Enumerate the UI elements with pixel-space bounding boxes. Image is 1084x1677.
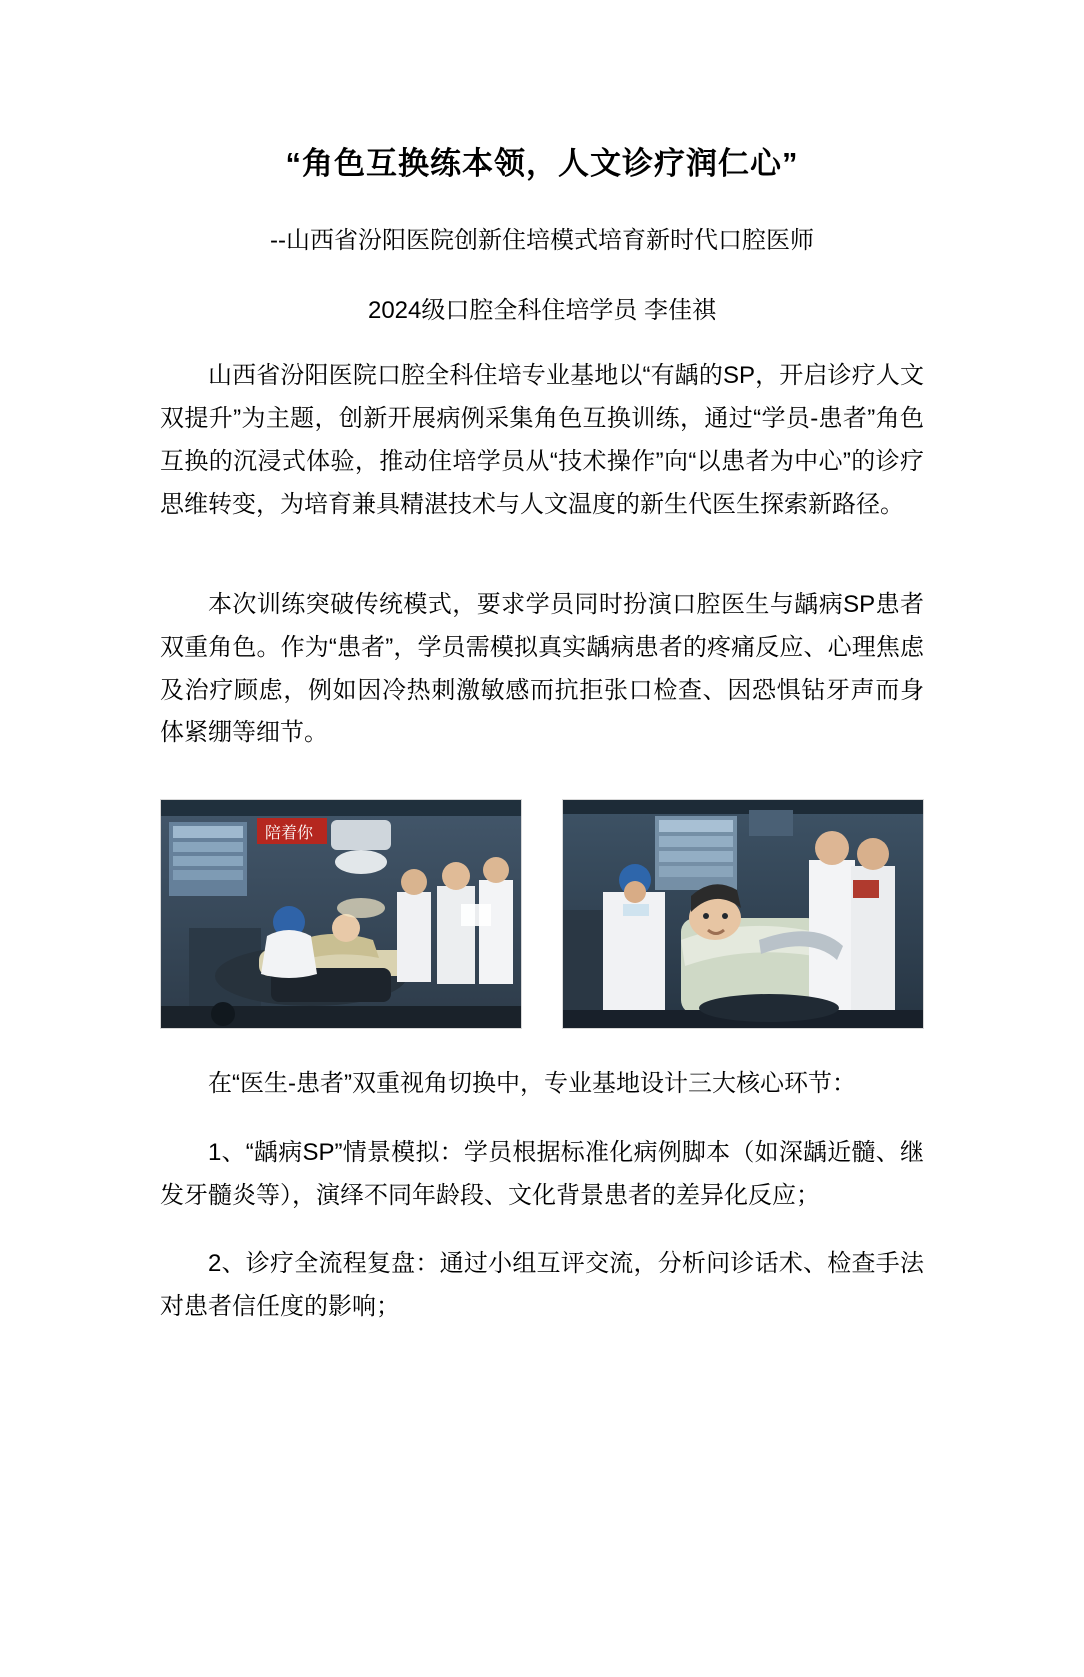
document-page bbox=[0, 142, 1084, 1677]
clinic-scene-illustration-left bbox=[161, 800, 521, 1028]
document-subtitle: --山西省汾阳医院创新住培模式培育新时代口腔医师 bbox=[270, 227, 814, 255]
svg-text:陪着你: 陪着你 bbox=[265, 825, 314, 843]
body-paragraph-2: 本次训练突破传统模式，要求学员同时扮演口腔医生与龋病SP患者双重角色。作为“患者”，学员需模拟真实龋病患者的疼痛反应、心理焦虑及治疗顾虑，例如因冷热刺激敏感而抗拒张口检查、因恐惧钻牙声而身体紧绷等细节。 bbox=[160, 591, 924, 747]
training-photo-right bbox=[562, 799, 924, 1029]
body-paragraph-4: 1、“龋病SP”情景模拟：学员根据标准化病例脚本（如深龋近髓、继发牙髓炎等），演绎不同年龄段、文化背景患者的差异化反应； bbox=[160, 1138, 924, 1209]
clinic-scene-illustration-right bbox=[563, 800, 923, 1028]
body-paragraph-3: 在“医生-患者”双重视角切换中，专业基地设计三大核心环节： bbox=[208, 1070, 856, 1098]
page-title: “角色互换练本领，人文诊疗润仁心” bbox=[285, 146, 799, 181]
figure-row bbox=[160, 799, 924, 1029]
body-paragraph-1: 山西省汾阳医院口腔全科住培专业基地以“有龋的SP，开启诊疗人文双提升”为主题，创新开展病例采集角色互换训练，通过“学员-患者”角色互换的沉浸式体验，推动住培学员从“技术操作”向“以患者为中心”的诊疗思维转变，为培育兼具精湛技术与人文温度的新生代医生探索新路径。 bbox=[160, 362, 924, 518]
paragraph-spacer bbox=[160, 550, 924, 584]
training-photo-left bbox=[160, 799, 522, 1029]
body-paragraph-5: 2、诊疗全流程复盘：通过小组互评交流，分析问诊话术、检查手法对患者信任度的影响； bbox=[160, 1250, 924, 1321]
document-byline: 2024级口腔全科住培学员 李佳祺 bbox=[367, 297, 717, 325]
